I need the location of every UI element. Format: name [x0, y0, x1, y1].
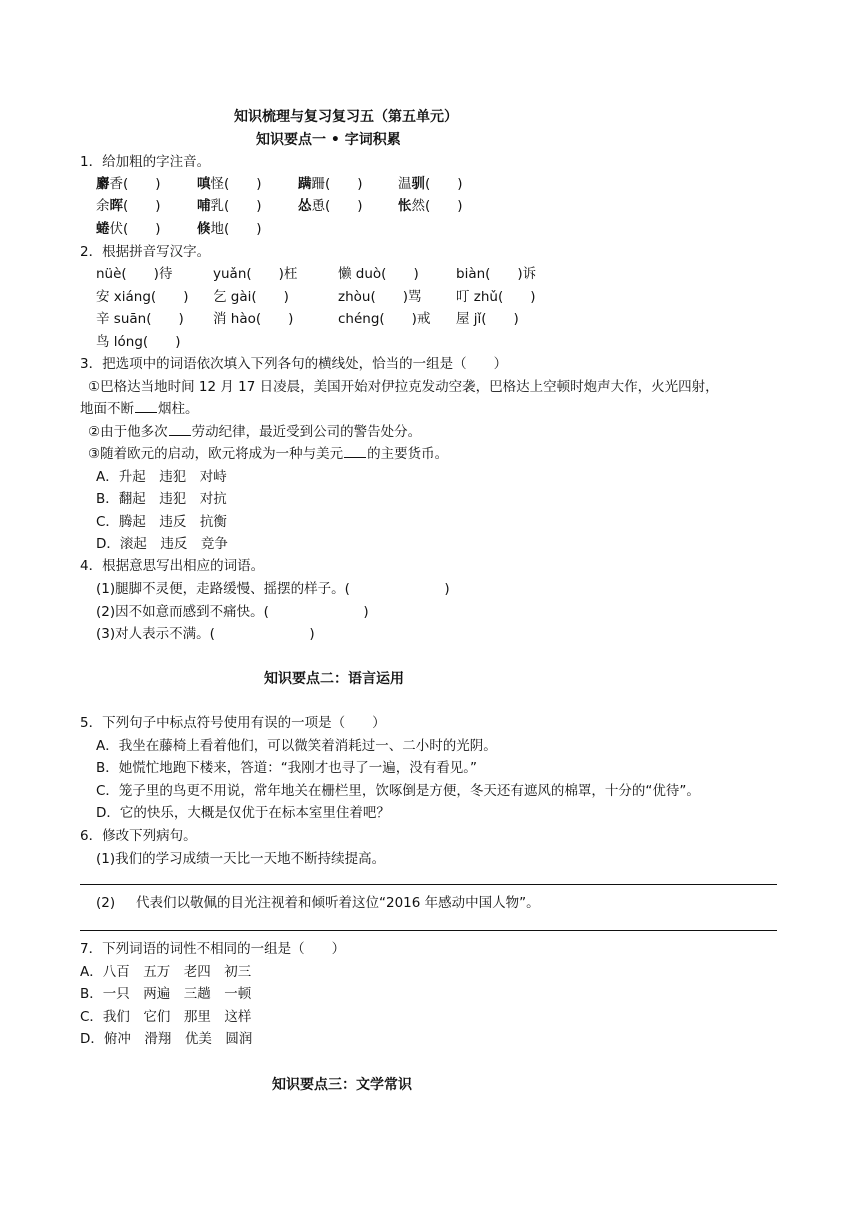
hanzi-item: 安 xiáng( )	[96, 289, 189, 305]
blank-line	[135, 400, 157, 413]
hanzi-item: 叮 zhǔ( )	[456, 289, 536, 305]
section-heading-3: 知识要点三：文学常识	[272, 1077, 412, 1093]
pinyin-item	[96, 175, 161, 193]
hanzi-item: 鸟 lóng( )	[96, 334, 181, 350]
bold-char: 蹒	[298, 176, 312, 192]
pinyin-item	[96, 220, 161, 238]
hanzi-item: 乞 gài( )	[213, 289, 289, 305]
bold-char: 蜷	[96, 221, 110, 237]
section-heading-2: 知识要点二：语言运用	[264, 671, 404, 687]
blank-line	[169, 423, 191, 436]
question-4-item: (3)对人表示不满。( )	[96, 626, 315, 642]
answer-line	[80, 884, 777, 885]
question-7-option: B．一只 两遍 三趟 一顿	[80, 986, 252, 1002]
plain-char: 温	[398, 176, 412, 192]
question-3-option: B．翻起 违犯 对抗	[96, 491, 227, 507]
pinyin-item	[96, 197, 161, 215]
blank-paren: 跚( )	[311, 176, 363, 192]
pinyin-item	[398, 175, 463, 193]
pinyin-item	[398, 197, 463, 215]
bold-char: 嗔	[197, 176, 211, 192]
pinyin-item	[298, 197, 363, 215]
blank-paren: 恿( )	[311, 198, 363, 214]
question-7-option: A．八百 五万 老四 初三	[80, 964, 252, 980]
bold-char: 驯	[411, 176, 425, 192]
question-5-option: D．它的快乐，大概是仅优于在标本室里住着吧？	[96, 805, 390, 821]
question-3-stem: 3．把选项中的词语依次填入下列各句的横线处，恰当的一组是（ ）	[80, 356, 508, 372]
question-4-item: (2)因不如意而感到不痛快。( )	[96, 604, 369, 620]
hanzi-item: 消 hào( )	[213, 311, 294, 327]
question-5-option: B．她慌忙地跑下楼来，答道：“我刚才也寻了一遍，没有看见。”	[96, 760, 477, 776]
answer-line	[80, 930, 777, 931]
question-7-stem: 7．下列词语的词性不相同的一组是（ ）	[80, 941, 346, 957]
question-5-option: A．我坐在藤椅上看着他们，可以微笑着消耗过一、二小时的光阴。	[96, 738, 497, 754]
question-4-stem: 4．根据意思写出相应的词语。	[80, 558, 265, 574]
bold-char: 怂	[298, 198, 312, 214]
pinyin-item	[298, 175, 363, 193]
bold-char: 麝	[96, 176, 110, 192]
hanzi-item: nüè( )待	[96, 266, 173, 282]
hanzi-item: 辛 suān( )	[96, 311, 184, 327]
hanzi-item: yuǎn( )枉	[213, 266, 298, 282]
blank-line	[344, 445, 366, 458]
question-3-option: C．腾起 违反 抗衡	[96, 514, 227, 530]
pinyin-item	[197, 175, 262, 193]
blank-paren: 怪( )	[210, 176, 262, 192]
bold-char: 晖	[109, 198, 123, 214]
blank-paren: 香( )	[109, 176, 161, 192]
question-6-item-2-number: (2)	[96, 895, 116, 911]
blank-paren: 地( )	[210, 221, 262, 237]
blank-paren: ( )	[425, 176, 463, 192]
question-3-sentence-1-cont: 地面不断 烟柱。	[80, 401, 199, 417]
bold-char: 哺	[197, 198, 211, 214]
question-7-option: C．我们 它们 那里 这样	[80, 1009, 252, 1025]
blank-paren: 伏( )	[109, 221, 161, 237]
question-3-option: D．滚起 违反 竞争	[96, 536, 228, 552]
question-7-option: D．俯冲 滑翔 优美 圆润	[80, 1031, 253, 1047]
question-6-item-1: (1)我们的学习成绩一天比一天地不断持续提高。	[96, 851, 386, 867]
plain-char: 余	[96, 198, 110, 214]
hanzi-item: 屋 jǐ( )	[456, 311, 519, 327]
blank-paren: ( )	[123, 198, 161, 214]
pinyin-item	[197, 220, 262, 238]
hanzi-item: chéng( )戒	[338, 311, 431, 327]
question-6-stem: 6．修改下列病句。	[80, 828, 197, 844]
bold-char: 怅	[398, 198, 412, 214]
question-5-stem: 5．下列句子中标点符号使用有误的一项是（ ）	[80, 715, 386, 731]
question-1-stem: 1．给加粗的字注音。	[80, 154, 211, 170]
question-3-option: A．升起 违犯 对峙	[96, 469, 227, 485]
section-heading-1: 知识要点一 • 字词积累	[256, 132, 401, 148]
bold-char: 倏	[197, 221, 211, 237]
hanzi-item: zhòu( )骂	[338, 289, 422, 305]
question-3-sentence-2: ②由于他多次 劳动纪律，最近受到公司的警告处分。	[88, 424, 422, 440]
hanzi-item: 懒 duò( )	[338, 266, 419, 282]
pinyin-item	[197, 197, 262, 215]
question-4-item: (1)腿脚不灵便，走路缓慢、摇摆的样子。( )	[96, 581, 450, 597]
question-6-item-2: 代表们以敬佩的目光注视着和倾听着这位“2016 年感动中国人物”。	[136, 895, 540, 911]
question-3-sentence-1: ①巴格达当地时间 12 月 17 日凌晨，美国开始对伊拉克发动空袭，巴格达上空顿时炮声大作，火光四射，	[88, 379, 719, 395]
hanzi-item: biàn( )诉	[456, 266, 537, 282]
question-3-sentence-3: ③随着欧元的启动，欧元将成为一种与美元 的主要货币。	[88, 446, 449, 462]
question-5-option: C．笼子里的鸟更不用说，常年地关在栅栏里，饮啄倒是方便，冬天还有遮风的棉罩，十分的“优待”。	[96, 783, 700, 799]
question-2-stem: 2．根据拼音写汉字。	[80, 244, 211, 260]
page-title: 知识梳理与复习复习五（第五单元）	[234, 109, 458, 125]
blank-paren: 乳( )	[210, 198, 262, 214]
blank-paren: 然( )	[411, 198, 463, 214]
